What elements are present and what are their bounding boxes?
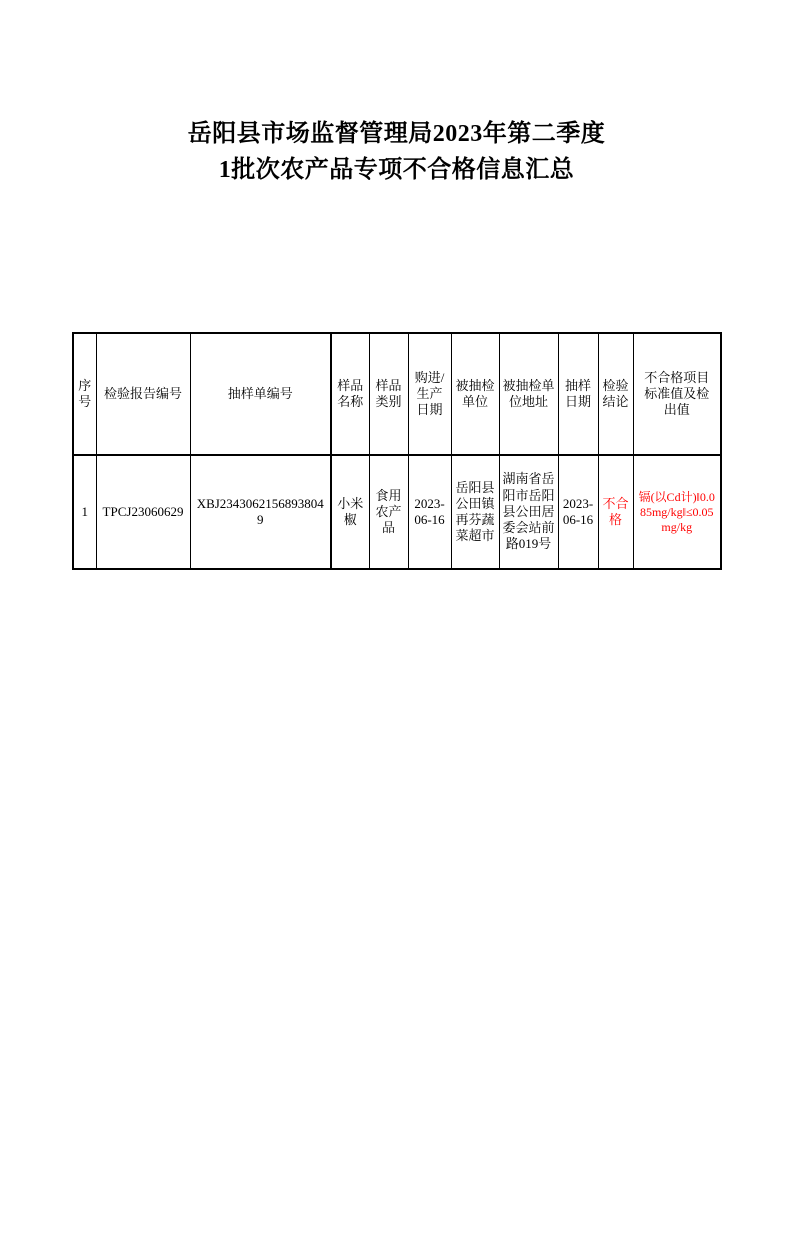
col-header-sampling-date: 抽样日期 [558,333,598,455]
col-header-sample-name: 样品名称 [331,333,369,455]
col-header-seq: 序号 [73,333,96,455]
cell-sample-category: 食用农产品 [369,455,408,569]
cell-purchase-production-date: 2023-06-16 [408,455,451,569]
col-header-sampled-unit-address: 被抽检单位地址 [499,333,558,455]
cell-sample-name: 小米椒 [331,455,369,569]
nonconforming-info-table [72,332,722,570]
cell-sampled-unit-address: 湖南省岳阳市岳阳县公田居委会站前路019号 [499,455,558,569]
title-line-1: 岳阳县市场监督管理局2023年第二季度 [187,121,606,147]
col-header-conclusion: 检验结论 [598,333,633,455]
cell-report-no: TPCJ23060629 [96,455,190,569]
cell-conclusion: 不合格 [598,455,633,569]
col-header-sampled-unit: 被抽检单位 [451,333,499,455]
col-header-purchase-production-date: 购进/生产日期 [408,333,451,455]
col-header-nonconforming-item: 不合格项目标准值及检出值 [633,333,721,455]
col-header-report-no: 检验报告编号 [96,333,190,455]
col-header-sampling-form-no: 抽样单编号 [190,333,331,455]
cell-sampled-unit: 岳阳县公田镇再芬蔬菜超市 [451,455,499,569]
cell-seq: 1 [73,455,96,569]
table-header-row [73,333,721,455]
cell-sampling-date: 2023-06-16 [558,455,598,569]
cell-nonconforming-item-value: 镉(以Cd计)‖0.085mg/kg‖≤0.05mg/kg [633,455,721,569]
document-title [0,116,793,188]
col-header-sample-category: 样品类别 [369,333,408,455]
table-row [73,455,721,569]
title-line-2: 1批次农产品专项不合格信息汇总 [218,157,575,183]
cell-sampling-form-no: XBJ23430621568938049 [190,455,331,569]
